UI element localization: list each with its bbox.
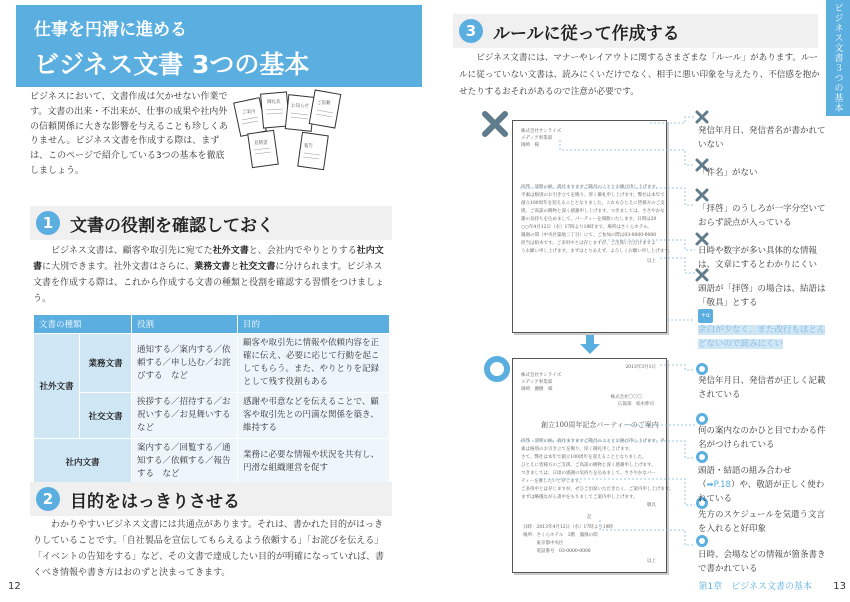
doc-recipient: 株式会社サンライズ <box>521 129 562 134</box>
table-header: 文書の種類 <box>34 315 132 334</box>
good-point-circle-icon <box>695 534 709 548</box>
doc-subject: 創立100周年記念パーティーのご案内 <box>541 421 659 429</box>
intro-text: ビジネスにおいて、文書作成は欠かせない作業です。文書の出来・不出来が、仕事の成果や社内外の信頼関係に大きな影響を与えることも珍しくありません。ビジネス文書を作成する際は、まずは、このページで紹介している3つの基本を徹底しましょう。 <box>30 92 229 176</box>
doc-detail: 場所：さくらホテル 3階 鳳凰の間 <box>523 533 598 538</box>
bad-callout: 発信年月日、発信者名が書かれていない <box>698 126 826 150</box>
doc-line: ティーを催したいと存じます。 <box>521 479 584 484</box>
section-3-title: ルールに従って作成する <box>493 23 680 44</box>
good-callout-ref: 頭語・結語の組み合わせ（➡P.18）や、敬語が正しく使われている <box>698 466 825 504</box>
bad-extra-note <box>698 308 828 351</box>
doc-line: うお願い申し上げます。まずはとりあえず、よろしくお願い申し上げます。 <box>521 249 673 254</box>
table-cell-inside-purpose: 業務に必要な情報や状況を共有し、円滑な組織運営を促す <box>238 439 390 485</box>
doc-icon-label: ご依頼 <box>317 101 331 106</box>
title-line-2: ビジネス文書 3つの基本 <box>34 50 310 79</box>
section-1-text: ビジネス文書は、顧客や取引先に宛てた社外文書と、会社内でやりとりする社内文書に大別できます。社外文書はさらに、業務文書と社交文書に分けられます。ビジネス文書を作成する際は、これから作成する文書の種類と役割を確認する習慣をつけましょう。 <box>33 246 385 304</box>
doc-line: 創立100周年を迎えることとなりました。これもひとえに皆様方のご支 <box>521 201 665 206</box>
doc-icon-label: ご案内 <box>242 110 256 115</box>
doc-detail: 電話番号 03-0000-0000 <box>523 549 591 554</box>
doc-icon-label: お知らせ <box>291 104 309 109</box>
doc-icon-label: 見積書 <box>254 141 268 146</box>
table-cell-business-purpose: 顧客や取引先に情報や依頼内容を正確に伝え、必要に応じて行動を起こしてもらう。また、やりとりを記録として残す役割もある <box>238 334 390 393</box>
plus-alpha-badge: +α <box>698 309 713 323</box>
doc-sender-company: 株式会社〇〇〇 <box>610 395 642 400</box>
good-callout: 日時、会場などの情報が箇条書きで書かれている <box>698 550 826 574</box>
bad-callout: 頭語が「拝啓」の場合は、結語は「敬具」とする <box>698 284 826 308</box>
doc-sender: 広報部 柏木伸司 <box>618 402 654 407</box>
table-cell-social-purpose: 感謝や弔意などを伝えることで、顧客や取引先との円満な関係を築き、維持する <box>238 393 390 439</box>
doc-icon-label: 御礼状 <box>267 100 281 105</box>
doc-line: 謝の気持ちを込めまして、パーティーを開催いたします。日時は20 <box>521 217 657 222</box>
bad-callout: 「拝啓」のうしろが一字分空いておらず読点が入っている <box>698 204 826 228</box>
table-cell-business: 業務文書 <box>80 334 132 393</box>
doc-recipient: 株式会社サンライズ <box>521 373 562 378</box>
doc-line: 平素は格別のお引き立てを賜り、厚く御礼申し上げます。弊社は本年で <box>521 193 665 198</box>
bad-callout: 日時や数字が多い具体的な情報は、文章にするとわかりにくい <box>698 246 818 270</box>
good-point-circle-icon <box>695 450 709 464</box>
chapter-side-tab: ビジネス文書３つの基本 <box>826 0 850 116</box>
doc-dept: メディア事業部 <box>521 380 553 385</box>
doc-line: 素は格別のお引き立てを賜り、厚く御礼申し上げます。 <box>521 447 634 452</box>
bad-extra-text: 余白が少なく、また改行もほとんどないので読みにくい <box>698 325 826 349</box>
doc-line: まずは略儀ながら書中をもちましてご案内申し上げます。 <box>521 495 638 500</box>
table-cell-outside: 社外文書 <box>34 334 80 439</box>
page-reference-link[interactable]: ➡P.18 <box>706 480 731 490</box>
doc-line: 担当は柏木です。ご多用中とは存じますが、ご出席いただけますよ <box>521 241 656 246</box>
section-3-number: 3 <box>459 19 483 43</box>
doc-dept: メディア事業部 <box>521 136 553 141</box>
table-cell-inside-role: 案内する／回覧する／通知する／依頼する／報告する など <box>132 439 238 485</box>
doc-line: 鳳凰の間（中央区築地三丁目）にて、ご参加の際は03-0000-0000 <box>521 233 657 238</box>
good-callout: 発信年月日、発信者が正しく記載されている <box>698 376 826 400</box>
bad-callout: 「件名」がない <box>698 168 758 178</box>
good-callout: 何の案内なのかひと目でわかる件名がつけられている <box>698 426 826 450</box>
table-cell-social-role: 挨拶する／招待する／お祝いする／お見舞いするなど <box>132 393 238 439</box>
doc-line: ○○年4月12日（水）17時より19時まで、場所はさくらホテル。 <box>521 225 652 230</box>
table-header: 目的 <box>238 315 390 334</box>
section-2-title: 目的をはっきりさせる <box>70 491 240 512</box>
doc-closing: 以上 <box>647 259 656 264</box>
doc-line: さて、弊社は本年で創立100周年を迎えることとなりました。 <box>521 455 647 460</box>
section-3-text: ビジネス文書には、マナーやレイアウトに関するさまざまな「ルール」があります。ルールに従っていない文書は、読みにくいだけでなく、相手に悪い印象を与えたり、不信感を抱かせたりするおそれがあるので注意が必要です。 <box>459 53 820 97</box>
doc-line: 拝啓、清明の候、貴社ますますご隆昌のこととお慶び申し上げます。 <box>521 185 661 190</box>
doc-line: つきましては、日頃の感謝の気持ちを込めまして、ささやかなパー <box>521 471 656 476</box>
section-2-number: 2 <box>36 487 60 511</box>
table-cell-inside: 社内文書 <box>34 439 132 485</box>
doc-detail: 日時：2013年4月12日（水）17時より19時 <box>523 525 613 530</box>
doc-name: 岡崎 様 <box>521 143 539 148</box>
doc-ki: 記 <box>587 515 592 520</box>
doc-line: ご多用中とは存じますが、ぜひご出席いただきたく、ご案内申し上げます。 <box>521 487 674 492</box>
doc-end: 以上 <box>647 559 656 564</box>
chapter-footer: 第1章 ビジネス文書の基本 <box>698 582 812 592</box>
page-number-right: 13 <box>833 581 846 592</box>
bad-point-cross-icon <box>695 110 709 124</box>
bad-point-cross-icon <box>695 188 709 202</box>
section-2-text: わかりやすいビジネス文書には共通点があります。それは、書かれた目的がはっきりしていることです。「自社製品を宣伝してもらえるよう依頼する」「お詫びを伝える」「イベントの告知をする」など、その文書で達成したい目的が明確になっていれば、書くべき情報や書き方はおのずと決まってきます。 <box>33 520 385 578</box>
doc-line: 援、ご高誼の賜物と深く感謝申し上げます。つきましては、ささやかな <box>521 209 665 214</box>
table-cell-social: 社交文書 <box>80 393 132 439</box>
doc-line: ひとえに皆様方のご支援、ご高誼の賜物と深く感謝申し上げます。 <box>521 463 656 468</box>
section-1-number: 1 <box>36 211 60 235</box>
doc-date: 2013年3月1日 <box>625 365 656 370</box>
title-line-1: 仕事を円滑に進める <box>34 20 187 40</box>
doc-closing: 敬具 <box>647 503 656 508</box>
doc-detail: 東京都中央区 <box>523 541 564 546</box>
page-number-left: 12 <box>8 581 21 592</box>
doc-name: 岡崎 優樹 様 <box>521 387 553 392</box>
good-callout: 先方のスケジュールを気遣う文言を入れると好印象 <box>698 510 825 534</box>
section-1-title: 文書の役割を確認しておく <box>70 215 274 236</box>
table-header: 役割 <box>132 315 238 334</box>
doc-line: 拝啓 清明の候、貴社ますますご隆昌のこととお慶び申し上げます。平 <box>521 439 665 444</box>
doc-icon-label: 報告 <box>304 144 313 149</box>
table-cell-business-role: 通知する／案内する／依頼する／申し込む／お詫びする など <box>132 334 238 393</box>
